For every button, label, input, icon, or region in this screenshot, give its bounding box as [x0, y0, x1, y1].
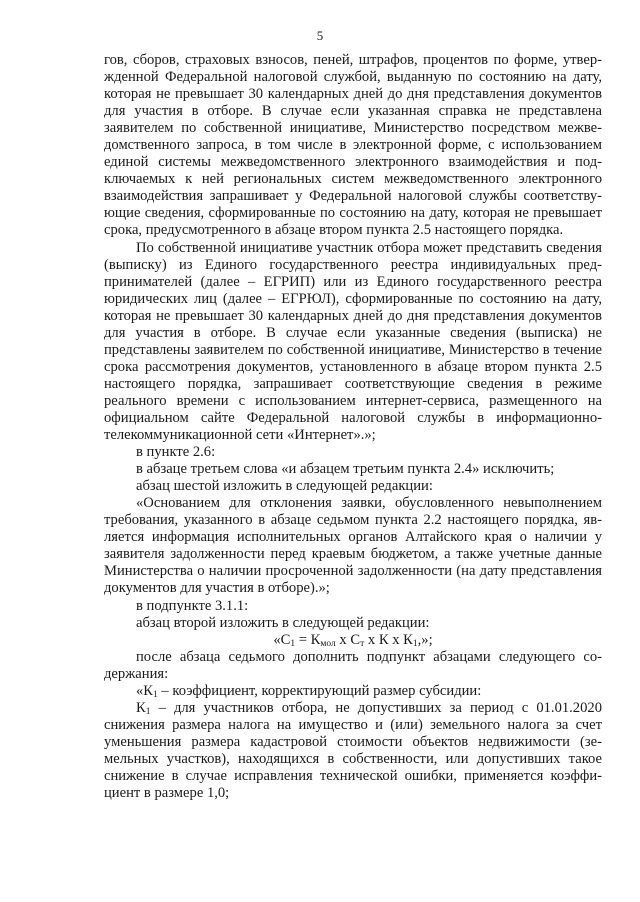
paragraph-clause-2-6: в пункте 2.6: [136, 444, 216, 461]
k1-subscript: 1 [145, 706, 151, 717]
document-body [104, 52, 602, 802]
formula [104, 632, 602, 649]
paragraph-rejection-grounds: «Основанием для отклонения заявки, обусловленного невыполнением требования, указанного в абзаце седьмом пункта 2.2 настоящего порядка, является информация исполнительных органов Алтайского края о наличии у заявителя задолженности перед краевым бюджетом, а также учетные данные Министерства о наличии просроченной задолженности (на дату представления документов для участия в отборе).»; [104, 495, 602, 597]
k1-symbol: К [136, 699, 146, 716]
formula-subscript: 1 [290, 638, 296, 649]
paragraph-k1-definition [104, 683, 602, 700]
formula-part: х К х К [364, 631, 413, 648]
paragraph-egrip-egrul: По собственной инициативе участник отбора может представить сведения (выписку) из Единого государственного реестра индивидуальных предпринимателей (далее – ЕГРИП) или из Единого государственного реестра юридических лиц (далее – ЕГРЮЛ), сформированные по состоянию на дату, которая не превышает 30 календарных дней до дня представления документов для участия в отборе. В случае если указанные сведения (выписка) не представлены заявителем по собственной инициативе, Министерство в течение срока рассмотрения документов, установленного в абзаце втором пункта 2.5 настоящего порядка, запрашивает соответствующие сведения в режиме реального времени с использованием интернет-сервиса, размещенного на официальном сайте Федеральной налоговой службы в информационно-телекоммуникационной сети «Интернет».»; [104, 239, 602, 444]
page-number: 5 [316, 28, 324, 43]
formula-part: = К [295, 631, 321, 648]
formula-subscript: т [360, 638, 365, 649]
k1-symbol: «К [136, 682, 154, 699]
k1-subscript: 1 [153, 689, 158, 700]
formula-subscript: 1 [412, 638, 418, 649]
formula-part: ,»; [417, 631, 433, 648]
paragraph-abzats-third: в абзаце третьем слова «и абзацем третьим пункта 2.4» исключить; [136, 461, 555, 478]
paragraph-k1-coefficient [104, 700, 602, 802]
paragraph-subclause-3-1-1: в подпункте 3.1.1: [136, 597, 249, 614]
paragraph-abzats-second: абзац второй изложить в следующей редакции: [136, 614, 430, 631]
paragraph-add-abzatsy: после абзаца седьмого дополнить подпункт абзацами следующего содержания: [104, 648, 602, 682]
paragraph-tax-certificate: гов, сборов, страховых взносов, пеней, штрафов, процентов по форме, утвержденной Федеральной налоговой службой, выданную по состоянию на дату, которая не превышает 30 календарных дней до дня представления документов для участия в отборе. В случае если указанная справка не представлена заявителем по собственной инициативе, Министерство посредством межведомственного запроса, в том числе в электронной форме, с использованием единой системы межведомственного электронного взаимодействия и подключаемых к ней региональных систем межведомственного электронного взаимодействия запрашивает у Федеральной налоговой службы соответствующие сведения, сформированные по состоянию на дату, которая не превышает срока, предусмотренного в абзаце втором пункта 2.5 настоящего порядка. [104, 52, 602, 239]
k1-coefficient-text: – для участников отбора, не допустивших за период с 01.01.2020 снижения размера налога на имущество и (или) земельного налога за счет уменьшения размера кадастровой стоимости объектов недвижимости (земельных участков), находящихся в собственности, или допустивших такое снижение в случае исправления технической ошибки, применяется коэффициент в размере 1,0; [104, 699, 602, 802]
paragraph-abzats-sixth: абзац шестой изложить в следующей редакции: [136, 478, 433, 495]
formula-subscript: мол [320, 638, 336, 649]
formula-part: х С [335, 631, 361, 648]
formula-part: «С [273, 631, 291, 648]
k1-definition-text: – коэффициент, корректирующий размер субсидии: [157, 682, 482, 699]
